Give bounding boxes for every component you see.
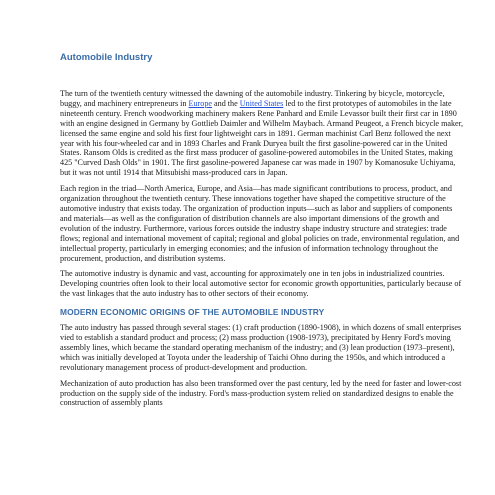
paragraph-mechanization: Mechanization of auto production has also been transformed over the past century, led by the need for faster and lower-cost production on the supply side of the industry. Ford's mass-production system relied on standardized designs to enable the construction of assembly plants <box>60 378 462 408</box>
paragraph-stages: The auto industry has passed through several stages: (1) craft production (1890-1908), in which dozens of small enterprises vied to establish a standard product and process; (2) mass production (1908-1973), precipitated by Henry Ford's moving assembly lines, which became the standard operating mechanism of the industry; and (3) lean production (1973–present), which was initially developed at Toyota under the leadership of Taichi Ohno during the 1950s, and which introduced a revolutionary management process of product-development and production. <box>60 323 462 372</box>
paragraph-dynamic: The automotive industry is dynamic and vast, accounting for approximately one in ten jobs in industrialized countries. Developing countries often look to their local automotive sector for economic growth opportunities, particularly because of the vast linkages that the auto industry has to other sectors of their economy. <box>60 269 462 299</box>
united-states-link[interactable]: United States <box>239 98 284 108</box>
section-heading-origins: MODERN ECONOMIC ORIGINS OF THE AUTOMOBILE INDUSTRY <box>60 307 325 318</box>
paragraph-intro-text-3: led to the first prototypes of automobiles in the late nineteenth century. French woodworking machinery makers Rene Panhard and Emile Levassor built their first car in 1890 with an engine designed in Germany by Gottlieb Daimler and Wilhelm Maybach. Armand Peugeot, a French bicycle maker, licensed the same engine and sold his first four lightweight cars in 1891. German machinist Carl Benz followed the next year with his four-wheeled car and in 1893 Charles and Frank Duryea built the first gasoline-powered car in the United States. Ransom Olds is credited as the first mass producer of gasoline-powered automobiles in the United States, making 425 "Curved Dash Olds" in 1901. The first gasoline-powered Japanese car was made in 1907 by Komanosuke Uchiyama, but it was not until 1914 that Mitsubishi mass-produced cars in Japan. <box>60 98 464 178</box>
paragraph-triad: Each region in the triad—North America, Europe, and Asia—has made significant contributions to process, product, and organization throughout the twentieth century. These innovations together have shaped the competitive structure of the automotive industry that exists today. The organization of production inputs—such as labor and suppliers of components and materials—as well as the configuration of distribution channels are also important dimensions of the growth and evolution of the industry. Furthermore, various forces outside the industry shape industry structure and strategies: trade flows; regional and international movement of capital; regional and global policies on trade, environmental regulation, and intellectual property, particularly in emerging economies; and the infusion of information technology throughout the procurement, production, and distribution systems. <box>60 184 460 263</box>
paragraph-intro <box>60 89 465 178</box>
page-title: Automobile Industry <box>60 52 153 63</box>
europe-link[interactable]: Europe <box>188 98 212 108</box>
paragraph-intro-text-1: The turn of the twentieth century witnessed the dawning of the automobile industry. Tinkering by bicycle, motorcycle, buggy, and machinery entrepreneurs in <box>60 89 445 108</box>
paragraph-intro-text-2: and the <box>212 98 240 108</box>
